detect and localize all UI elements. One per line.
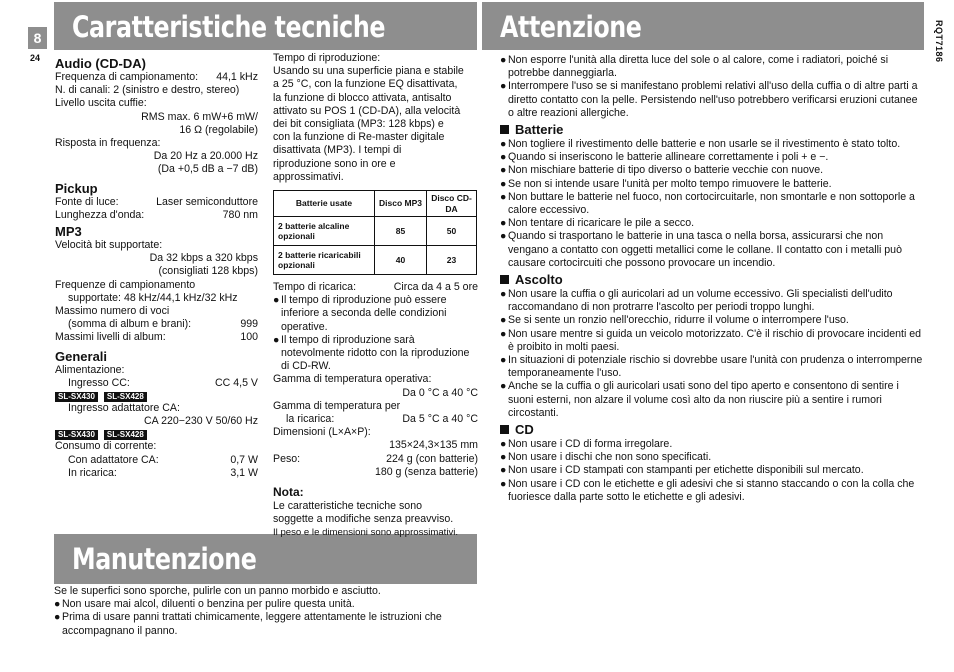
square-bullet-icon bbox=[500, 275, 509, 284]
recharge-bullet: ● Il tempo di riproduzione può essere inferiore a seconda delle condizioni operative. bbox=[273, 294, 447, 333]
maintenance-intro: Se le superfici sono sporche, pulirle con un panno morbido e asciutto. bbox=[54, 585, 381, 597]
cd-bullet: ● Non usare i CD di forma irregolare. bbox=[500, 438, 673, 451]
audio-output-label: Livello uscita cuffie: bbox=[55, 97, 147, 110]
listening-bullet: ● Non usare mentre si guida un veicolo motorizzato. C'è il rischio di provocare incidenti ed è proibito in molti paesi. bbox=[500, 327, 922, 353]
temp-ch: la ricarica: Da 5 °C a 40 °C bbox=[286, 413, 478, 426]
maintenance-bullet: ● Non usare mai alcol, diluenti o benzina per pulire questa unità. bbox=[54, 598, 355, 611]
maintenance-bullet: ● Prima di usare panni trattati chimicamente, leggere attentamente le istruzioni che accompagnano il panno. bbox=[54, 611, 442, 637]
battery-table bbox=[273, 190, 477, 275]
maintenance-title: Manutenzione bbox=[72, 542, 257, 576]
dims-value: 135×24,3×135 mm bbox=[389, 439, 478, 452]
note-line: Le caratteristiche tecniche sono bbox=[273, 500, 422, 513]
general-with-adapter: Con adattatore CA: 0,7 W bbox=[68, 453, 258, 466]
attention-bullet: ● Non esporre l'unità alla diretta luce del sole o al calore, come i radiatori, poiché si potrebbe danneggiarla. bbox=[500, 54, 889, 80]
page-number: 8 bbox=[28, 27, 47, 49]
pickup-wave: Lunghezza d'onda: 780 nm bbox=[55, 208, 258, 221]
audio-output-value-2: 16 Ω (regolabile) bbox=[179, 123, 258, 136]
table-cell: 2 batterie ricaricabili opzionali bbox=[274, 246, 375, 275]
maintenance-section bbox=[54, 585, 479, 638]
page-sub-number: 24 bbox=[30, 53, 41, 63]
square-bullet-icon bbox=[500, 125, 509, 134]
temp-ch-label: Gamma di temperatura per bbox=[273, 399, 401, 412]
audio-output-value: RMS max. 6 mW+6 mW/ bbox=[141, 110, 258, 123]
general-models-1 bbox=[55, 390, 258, 402]
pickup-source: Fonte di luce: Laser semiconduttore bbox=[55, 195, 258, 208]
pickup-heading: Pickup bbox=[55, 180, 98, 196]
mp3-maxlevels: Massimi livelli di album: 100 bbox=[55, 331, 258, 344]
model-tag-sx428: SL-SX428 bbox=[104, 392, 147, 402]
mp3-sampling-label: Frequenze di campionamento bbox=[55, 278, 196, 291]
listening-bullet: ● In situazioni di potenziale rischio si dovrebbe usare l'unità con prudenza o interromperne temporaneamente l'uso. bbox=[500, 354, 923, 380]
attention-title-bar bbox=[482, 2, 924, 50]
recharge-time: Tempo di ricarica: Circa da 4 a 5 ore bbox=[273, 281, 478, 294]
table-row bbox=[274, 246, 477, 275]
cd-bullet: ● Non usare i CD con le etichette e gli adesivi che si stanno staccando o con la colla che fuoriesce dalla parte sotto le etichette e gli adesivi. bbox=[500, 477, 915, 503]
document-code: RQT7186 bbox=[934, 20, 945, 63]
weight-value-2: 180 g (senza batterie) bbox=[374, 465, 478, 478]
listening-bullet: ● Anche se la cuffia o gli auricolari usati sono del tipo aperto e consentono di sentire i suoni esterni, non alzare il volume così alto da non riuscire più a sentire i rumori circostanti. bbox=[500, 380, 899, 419]
table-header: Disco MP3 bbox=[375, 191, 427, 217]
general-heading: Generali bbox=[55, 348, 108, 364]
listening-bullet: ● Se si sente un ronzio nell'orecchio, ridurre il volume o interrompere l'uso. bbox=[500, 314, 849, 327]
maintenance-title-bar bbox=[54, 534, 477, 584]
batteries-bullet: ● Quando si trasportano le batterie in una tasca o nella borsa, assicurarsi che non vengano a contatto con oggetti metallici come le collane. Il contatto con i metalli può causare cortocircuiti che possono provocare un incendio. bbox=[500, 230, 902, 269]
attention-title: Attenzione bbox=[500, 10, 642, 44]
table-cell: 40 bbox=[375, 246, 427, 275]
audio-heading: Audio (CD-DA) bbox=[55, 56, 146, 71]
specs-title-bar bbox=[54, 2, 477, 50]
attention-bullet: ● Interrompere l'uso se si manifestano problemi relativi all'uso della cuffia o di altre parti a diretto contatto con la pelle. Persistendo nell'uso potrebbero verificarsi eruzioni cutanee o altre reazioni allergiche. bbox=[500, 80, 918, 119]
table-cell: 50 bbox=[427, 217, 477, 246]
audio-response-label: Risposta in frequenza: bbox=[55, 137, 161, 150]
model-tag-sx430: SL-SX430 bbox=[55, 392, 98, 402]
specs-column-left bbox=[55, 54, 258, 480]
square-bullet-icon bbox=[500, 425, 509, 434]
note-line: soggette a modifiche senza preavviso. bbox=[273, 513, 454, 526]
table-header: Batterie usate bbox=[274, 191, 375, 217]
general-charging: In ricarica: 3,1 W bbox=[68, 466, 258, 479]
model-tag-sx428: SL-SX428 bbox=[104, 430, 147, 440]
general-ca-label: Ingresso adattatore CA: bbox=[68, 402, 180, 415]
general-cc: Ingresso CC: CC 4,5 V bbox=[68, 376, 258, 389]
note-line: Il peso e le dimensioni sono approssimativi. bbox=[273, 527, 459, 539]
mp3-maxvoices: (somma di album e brani): 999 bbox=[68, 318, 258, 331]
temp-op-label: Gamma di temperatura operativa: bbox=[273, 373, 432, 386]
recharge-bullet: ● Il tempo di riproduzione sarà notevolmente ridotto con la riproduzione di CD-RW. bbox=[273, 333, 470, 373]
batteries-bullet: ● Quando si inseriscono le batterie allineare correttamente i poli + e −. bbox=[500, 151, 829, 164]
table-header-row bbox=[274, 191, 477, 217]
general-consumption-label: Consumo di corrente: bbox=[55, 440, 157, 453]
mp3-bitrate-value-2: (consigliati 128 kbps) bbox=[158, 265, 258, 278]
batteries-bullet: ● Non togliere il rivestimento delle batterie e non usarle se il rivestimento è stato tolto. bbox=[500, 138, 901, 151]
model-tag-sx430: SL-SX430 bbox=[55, 430, 98, 440]
table-row bbox=[274, 217, 477, 246]
table-header: Disco CD-DA bbox=[427, 191, 477, 217]
mp3-bitrate-value: Da 32 kbps a 320 kbps bbox=[149, 252, 258, 265]
playtime-text: Tempo di riproduzione: Usando su una superficie piana e stabile a 25 °C, con la funzione EQ disattivata, la funzione di blocco attivata, antisalto attivato su POS 1 (CD-DA), alla velocità dei bit consigliata (MP3: 128 kbps) e con la funzione di Re-master digitale disattivata (MP3). I tempi di riproduzione sono in ore e approssimativi. bbox=[273, 52, 464, 183]
batteries-bullet: ● Non buttare le batterie nel fuoco, non cortocircuitarle, non smontarle e non sottoporle a calore eccessivo. bbox=[500, 190, 915, 217]
mp3-heading: MP3 bbox=[55, 224, 82, 240]
weight: Peso: 224 g (con batterie) bbox=[273, 452, 478, 465]
cd-bullet: ● Non usare i CD stampati con stampanti per etichette disponibili sul mercato. bbox=[500, 464, 864, 477]
general-power-label: Alimentazione: bbox=[55, 363, 125, 376]
cd-bullet: ● Non usare i dischi che non sono specificati. bbox=[500, 451, 712, 464]
table-cell: 2 batterie alcaline opzionali bbox=[274, 217, 375, 246]
batteries-bullet: ● Se non si intende usare l'unità per molto tempo rimuovere le batterie. bbox=[500, 177, 832, 190]
specs-title: Caratteristiche tecniche bbox=[72, 10, 386, 44]
general-models-2 bbox=[55, 428, 258, 440]
audio-channels: N. di canali: 2 (sinistro e destro, stereo) bbox=[55, 84, 240, 97]
mp3-maxvoices-label: Massimo numero di voci bbox=[55, 305, 170, 318]
cd-heading: CD bbox=[500, 422, 924, 438]
dims-label: Dimensioni (L×A×P): bbox=[273, 426, 371, 439]
attention-section bbox=[500, 54, 924, 504]
table-cell: 23 bbox=[427, 246, 477, 275]
temp-op-value: Da 0 °C a 40 °C bbox=[402, 386, 478, 399]
audio-response-value: Da 20 Hz a 20.000 Hz bbox=[153, 150, 258, 163]
batteries-bullet: ● Non mischiare batterie di tipo diverso o batterie vecchie con nuove. bbox=[500, 164, 824, 177]
batteries-heading: Batterie bbox=[500, 122, 924, 138]
note-heading: Nota: bbox=[273, 485, 304, 500]
table-cell: 85 bbox=[375, 217, 427, 246]
mp3-bitrate-label: Velocità bit supportate: bbox=[55, 239, 163, 252]
general-ca-value: CA 220−230 V 50/60 Hz bbox=[144, 415, 258, 428]
listening-heading: Ascolto bbox=[500, 272, 924, 288]
listening-bullet: ● Non usare la cuffia o gli auricolari ad un volume eccessivo. Gli specialisti dell'udito raccomandano di non protrarre l'ascolto per periodi troppo lunghi. bbox=[500, 288, 893, 314]
batteries-bullet: ● Non tentare di ricaricare le pile a secco. bbox=[500, 217, 695, 230]
mp3-sampling-value: supportate: 48 kHz/44,1 kHz/32 kHz bbox=[68, 291, 238, 304]
audio-response-value-2: (Da +0,5 dB a −7 dB) bbox=[157, 163, 258, 176]
specs-column-right bbox=[273, 52, 478, 540]
audio-freq: Frequenza di campionamento: 44,1 kHz bbox=[55, 71, 258, 83]
